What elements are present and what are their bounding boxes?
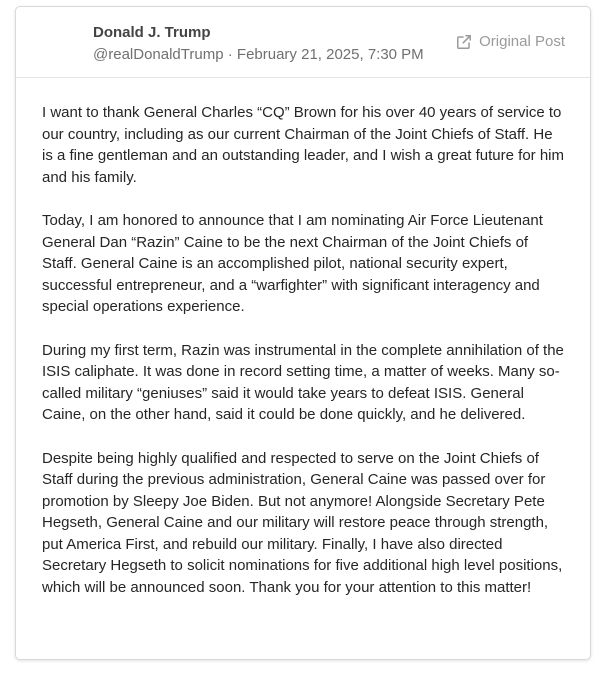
author-block	[93, 23, 424, 65]
post-paragraph-1: I want to thank General Charles “CQ” Brown for his over 40 years of service to our country, including as our current Chairman of the Joint Chiefs of Staff. He is a fine gentleman and an outstanding leader, and I wish a great future for him and his family.	[42, 104, 564, 186]
post-card	[15, 6, 591, 660]
post-paragraph-2: Today, I am honored to announce that I am nominating Air Force Lieutenant General Dan “Razin” Caine to be the next Chairman of the Joint Chiefs of Staff. General Caine is an accomplished pilot, national security expert, successful entrepreneur, and a “warfighter” with significant interagency and special operations experience.	[42, 211, 543, 316]
original-post-link[interactable]	[456, 33, 565, 50]
post-paragraph-4: Despite being highly qualified and respected to serve on the Joint Chiefs of Staff during the previous administration, General Caine was passed over for promotion by Sleepy Joe Biden. But not anymore! Alongside Secretary Pete Hegseth, General Caine and our military will restore peace through strength, put America First, and rebuild our military. Finally, I have also directed Secretary Hegseth to solicit nominations for five additional high level positions, which will be announced soon. Thank you for your attention to this matter!	[42, 449, 563, 597]
author-name: Donald J. Trump	[93, 24, 211, 41]
external-link-icon	[456, 34, 472, 50]
post-header	[16, 7, 590, 78]
meta-separator: ·	[227, 46, 233, 63]
post-body	[16, 78, 590, 599]
author-meta	[93, 45, 424, 65]
post-paragraph-3: During my first term, Razin was instrumental in the complete annihilation of the ISIS caliphate. It was done in record setting time, a matter of weeks. Many so-called military “geniuses” said it would take years to defeat ISIS. General Caine, on the other hand, said it could be done quickly, and he delivered.	[42, 341, 564, 424]
author-handle: @realDonaldTrump	[93, 46, 224, 63]
post-timestamp: February 21, 2025, 7:30 PM	[236, 46, 424, 63]
original-post-label: Original Post	[479, 33, 565, 50]
